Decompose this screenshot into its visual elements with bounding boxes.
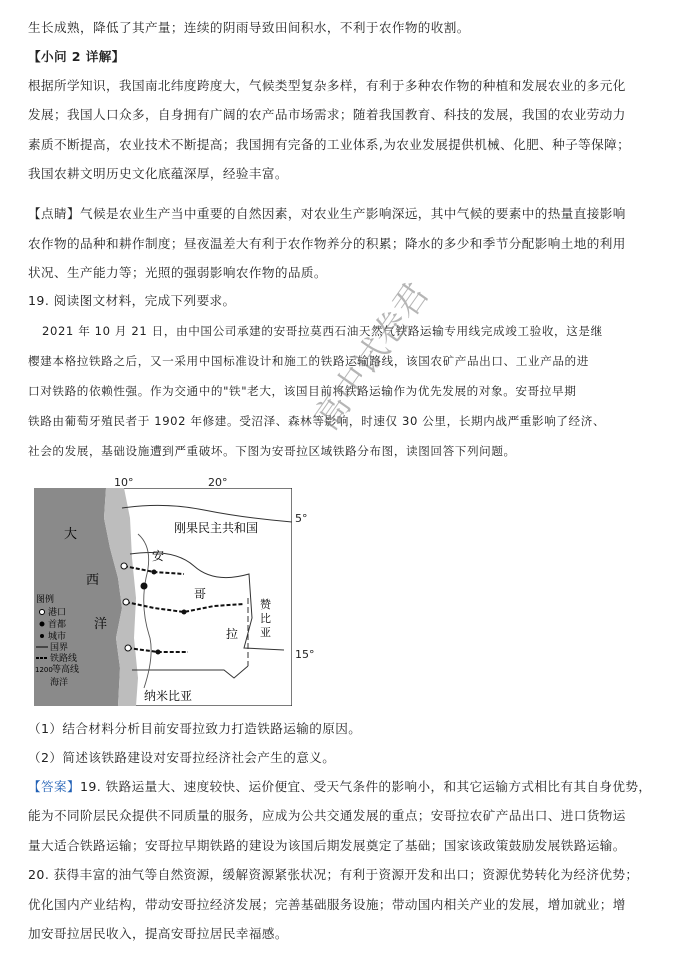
- material-line: 社会的发展，基础设施遭到严重破坏。下图为安哥拉区域铁路分布图，读图回答下列问题。: [28, 444, 516, 458]
- country-label-zambia: 亚: [260, 626, 271, 639]
- country-label-namibia: 纳米比亚: [144, 689, 193, 703]
- answer-line: 优化国内产业结构，带动安哥拉经济发展；完善基础服务设施；带动国内相关产业的发展，增加就业；增: [28, 897, 626, 912]
- country-label-angola: 安: [152, 549, 165, 563]
- legend-title: 图例: [36, 595, 55, 605]
- ocean-label: 大: [64, 527, 78, 542]
- material-line: 2021 年 10 月 21 日，由中国公司承建的安哥拉莫西石油天然气铁路运输专用线完成竣工验收，这是继: [42, 324, 603, 338]
- material-line: 铁路由葡萄牙殖民者于 1902 年修建。受沼泽、森林等影响，时速仅 30 公里，长期内战严重影响了经济、: [28, 414, 606, 428]
- legend-label: 等高线: [52, 665, 80, 675]
- city-marker: [152, 570, 157, 575]
- legend-label: 海洋: [50, 678, 69, 688]
- text-line: 【点睛】气候是农业生产当中重要的自然因素，对农业生产影响深远，其中气候的要素中的热量直接影响: [28, 206, 626, 221]
- legend-capital-icon: [40, 622, 45, 627]
- legend-ocean-icon: [36, 678, 48, 685]
- legend-port-icon: [40, 610, 45, 615]
- city-marker: [156, 650, 161, 655]
- text-line: 状况、生产能力等；光照的强弱影响农作物的品质。: [28, 265, 327, 280]
- lon-label: 20°: [208, 476, 228, 489]
- section-heading: 【小问 2 详解】: [28, 49, 125, 64]
- text-line: 生长成熟，降低了其产量；连续的阴雨导致田间积水，不利于农作物的收割。: [28, 20, 470, 35]
- legend-label: 首都: [48, 620, 67, 630]
- port-marker: [123, 599, 129, 605]
- answer-text: 19. 铁路运量大、速度较快、运价便宜、受天气条件的影响小，和其它运输方式相比有其自身优势，: [79, 779, 652, 794]
- country-label-zambia: 赞: [260, 598, 271, 611]
- legend-label: 港口: [48, 608, 67, 618]
- port-marker: [121, 563, 127, 569]
- question-item: （1）结合材料分析目前安哥拉致力打造铁路运输的原因。: [28, 721, 362, 736]
- material-line: 口对铁路的依赖性强。作为交通中的"铁"老大，该国目前将铁路运输作为优先发展的对象。安哥拉早期: [28, 384, 577, 398]
- legend-label: 城市: [48, 632, 67, 642]
- answer-line: 加安哥拉居民收入，提高安哥拉居民幸福感。: [28, 926, 288, 941]
- text-line: 发展；我国人口众多，自身拥有广阔的农产品市场需求；随着我国教育、科技的发展，我国的农业劳动力: [28, 107, 626, 122]
- capital-marker: [141, 583, 148, 590]
- legend-contour-value: 1200: [35, 666, 53, 674]
- city-marker: [182, 610, 187, 615]
- port-marker: [125, 645, 131, 651]
- text-line: 我国农耕文明历史文化底蕴深厚，经验丰富。: [28, 166, 288, 181]
- answer-line: 20. 获得丰富的油气等自然资源，缓解资源紧张状况；有利于资源开发和出口；资源优势转化为经济优势；: [28, 867, 639, 882]
- question-title: 19. 阅读图文材料，完成下列要求。: [28, 293, 236, 308]
- ocean-label: 洋: [94, 617, 108, 632]
- answer-line: [28, 779, 662, 795]
- country-label-zambia: 比: [260, 612, 271, 625]
- material-line: 樱建本格拉铁路之后，又一采用中国标准设计和施工的铁路运输路线，该国农矿产品出口、工业产品的进: [28, 354, 589, 368]
- lat-label: 5°: [295, 512, 308, 525]
- watermark: 高中试卷君: [306, 275, 437, 438]
- text-line: 素质不断提高，农业技术不断提高；我国拥有完备的工业体系,为农业发展提供机械、化肥、种子等保障；: [28, 137, 631, 152]
- answer-line: 量大适合铁路运输；安哥拉早期铁路的建设为该国后期发展奠定了基础；国家该政策鼓励发展铁路运输。: [28, 838, 626, 853]
- question-item: （2）简述该铁路建设对安哥拉经济社会产生的意义。: [28, 750, 336, 765]
- legend-label: 铁路线: [50, 654, 78, 664]
- country-label-angola: 拉: [226, 627, 239, 641]
- lat-label: 15°: [295, 648, 315, 661]
- country-label-congo: 刚果民主共和国: [174, 521, 259, 535]
- text-line: 农作物的品种和耕作制度；昼夜温差大有利于农作物养分的积累；降水的多少和季节分配影响土地的利用: [28, 236, 626, 251]
- legend-label: 国界: [50, 643, 69, 653]
- legend-city-icon: [40, 634, 44, 638]
- ocean-label: 西: [86, 573, 100, 588]
- answer-tag: 【答案】: [28, 779, 80, 794]
- answer-line: 能为不同阶层民众提供不同质量的服务，应成为公共交通发展的重点；安哥拉农矿产品出口、进口货物运: [28, 808, 626, 823]
- text-line: 根据所学知识，我国南北纬度跨度大，气候类型复杂多样，有利于多种农作物的种植和发展农业的多元化: [28, 78, 626, 93]
- lon-label: 10°: [114, 476, 134, 489]
- angola-railway-map: [34, 488, 292, 706]
- country-label-angola: 哥: [194, 587, 207, 601]
